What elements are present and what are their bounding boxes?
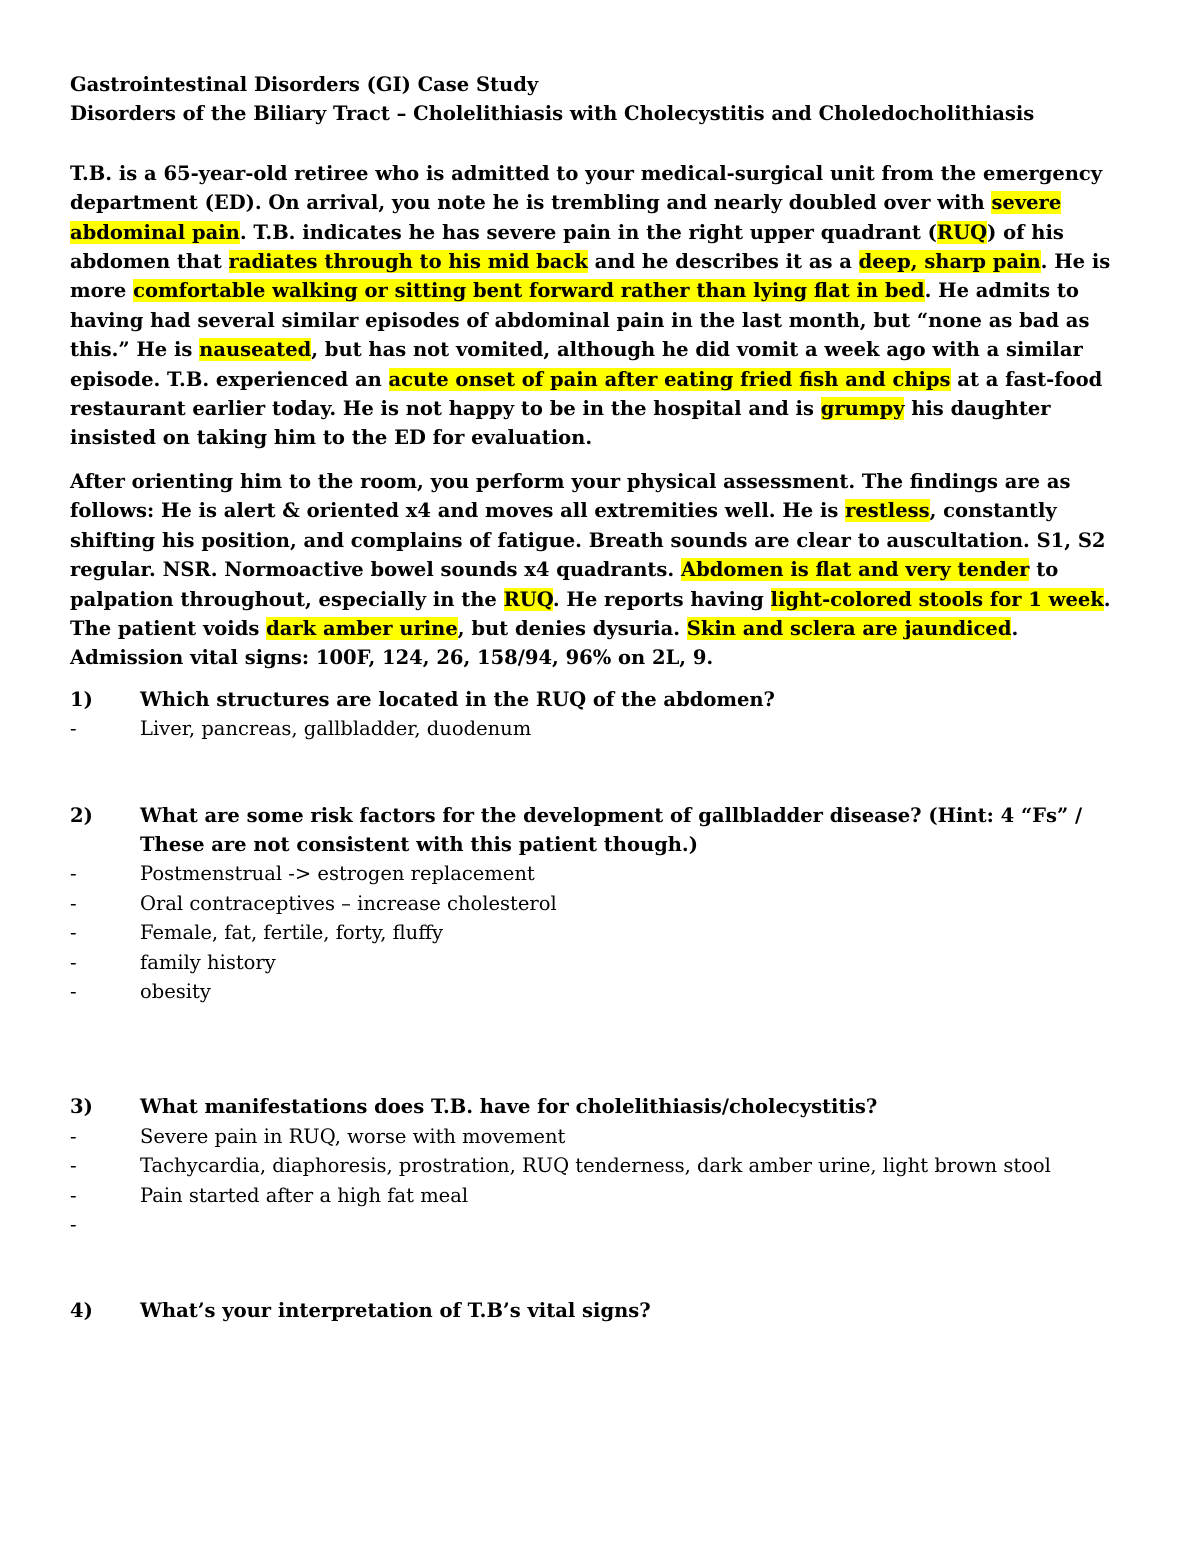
highlight: radiates through to his mid back	[228, 250, 588, 274]
highlight: nauseated	[199, 338, 312, 362]
highlight: Skin and sclera are jaundiced	[686, 616, 1012, 640]
question-number: 2)	[70, 803, 93, 827]
question-text: What manifestations does T.B. have for cholelithiasis/cholecystitis?	[140, 1095, 878, 1119]
text-run: ) of his abdomen that	[70, 220, 1064, 274]
question-3	[70, 1092, 1130, 1121]
highlight: comfortable walking or sitting bent forward rather than lying flat in bed	[133, 279, 925, 303]
list-item	[70, 859, 1130, 888]
case-paragraph-2	[70, 467, 1130, 673]
question-2	[70, 801, 1130, 860]
list-item	[70, 1122, 1130, 1151]
text-run: . He reports having	[552, 587, 771, 611]
highlight: restless	[845, 499, 930, 523]
list-item	[70, 714, 1130, 743]
answer-text: obesity	[140, 979, 211, 1003]
list-marker: -	[70, 979, 77, 1003]
document-body	[70, 70, 1130, 1326]
text-run: , but has not vomited, although he did vomit a week ago with a similar episode. T.B. experienced an	[70, 338, 1083, 391]
list-item	[70, 948, 1130, 977]
question-text: What are some risk factors for the development of gallbladder disease? (Hint: 4 “Fs” / These are not consistent with this patient though.)	[140, 803, 1083, 856]
list-marker: -	[70, 1124, 77, 1148]
question-number: 1)	[70, 687, 93, 711]
answer-text	[140, 1210, 1130, 1239]
highlight: RUQ	[503, 587, 553, 611]
text-run: and he describes it as a	[587, 250, 859, 274]
list-marker: -	[70, 862, 77, 886]
list-marker: -	[70, 950, 77, 974]
list-item	[70, 977, 1130, 1006]
text-run: to palpation throughout, especially in the	[70, 558, 1059, 611]
list-marker: -	[70, 891, 77, 915]
answer-text: Pain started after a high fat meal	[140, 1183, 469, 1207]
highlight: Abdomen is flat and very tender	[680, 558, 1030, 582]
list-item	[70, 889, 1130, 918]
text-run: . Admission vital signs: 100F, 124, 26, 158/94, 96% on 2L, 9.	[70, 616, 1019, 670]
text-run: . T.B. indicates he has severe pain in the right upper quadrant (	[239, 220, 937, 244]
text-run: . He admits to having had several similar episodes of abdominal pain in the last month, but “none as bad as this.” He is	[70, 279, 1090, 362]
list-marker: -	[70, 1154, 77, 1178]
answer-text: Postmenstrual -> estrogen replacement	[140, 862, 535, 886]
list-marker: -	[70, 1213, 77, 1236]
answer-list-1	[70, 714, 1130, 743]
text-run: . The patient voids	[70, 587, 1111, 640]
document-title: Gastrointestinal Disorders (GI) Case Study	[70, 73, 539, 96]
text-run: at a fast-food restaurant earlier today. He is not happy to be in the hospital and is	[70, 367, 1103, 421]
text-run: , constantly shifting his position, and complains of fatigue. Breath sounds are clear to auscultation. S1, S2 regular. NSR. Normoactive bowel sounds x4 quadrants.	[70, 499, 1106, 582]
highlight: acute onset of pain after eating fried fish and chips	[388, 367, 951, 391]
text-run: After orienting him to the room, you perform your physical assessment. The findings are as follows: He is alert & oriented x4 and moves all extremities well. He is	[70, 469, 1071, 523]
question-1	[70, 685, 1130, 714]
list-item	[70, 1210, 1130, 1239]
text-run: , but denies dysuria.	[457, 616, 687, 640]
question-number: 3)	[70, 1095, 93, 1119]
answer-text: Liver, pancreas, gallbladder, duodenum	[140, 717, 532, 741]
answer-text: Severe pain in RUQ, worse with movement	[140, 1124, 566, 1148]
answer-list-2	[70, 859, 1130, 1006]
text-run: . He is more	[70, 250, 1111, 303]
list-item	[70, 1181, 1130, 1210]
highlight: RUQ	[936, 220, 988, 244]
question-text: Which structures are located in the RUQ of the abdomen?	[140, 687, 775, 711]
answer-text: Tachycardia, diaphoresis, prostration, RUQ tenderness, dark amber urine, light brown stool	[140, 1154, 1051, 1178]
answer-text: Female, fat, fertile, forty, fluffy	[140, 921, 444, 945]
answer-text: family history	[140, 950, 276, 974]
highlight: light-colored stools for 1 week	[770, 587, 1104, 611]
answer-list-3	[70, 1122, 1130, 1240]
text-run: his daughter insisted on taking him to the ED for evaluation.	[70, 397, 1051, 450]
highlight: severe abdominal pain	[70, 191, 1062, 244]
list-marker: -	[70, 1183, 77, 1207]
document-subtitle: Disorders of the Biliary Tract – Cholelithiasis with Cholecystitis and Choledocholithiasis	[70, 102, 1035, 126]
question-number: 4)	[70, 1299, 93, 1323]
answer-text: Oral contraceptives – increase cholesterol	[140, 891, 557, 915]
list-marker: -	[70, 717, 77, 741]
question-text: What’s your interpretation of T.B’s vital signs?	[140, 1299, 651, 1323]
list-item	[70, 1151, 1130, 1180]
case-paragraph-1	[70, 159, 1130, 453]
text-run: T.B. is a 65-year-old retiree who is admitted to your medical-surgical unit from the emergency department (ED). On arrival, you note he is trembling and nearly doubled over with	[70, 161, 1103, 215]
list-item	[70, 918, 1130, 947]
list-marker: -	[70, 921, 77, 945]
highlight: deep, sharp pain	[858, 250, 1041, 274]
highlight: dark amber urine	[266, 616, 458, 640]
highlight: grumpy	[820, 397, 905, 421]
question-4	[70, 1296, 1130, 1325]
